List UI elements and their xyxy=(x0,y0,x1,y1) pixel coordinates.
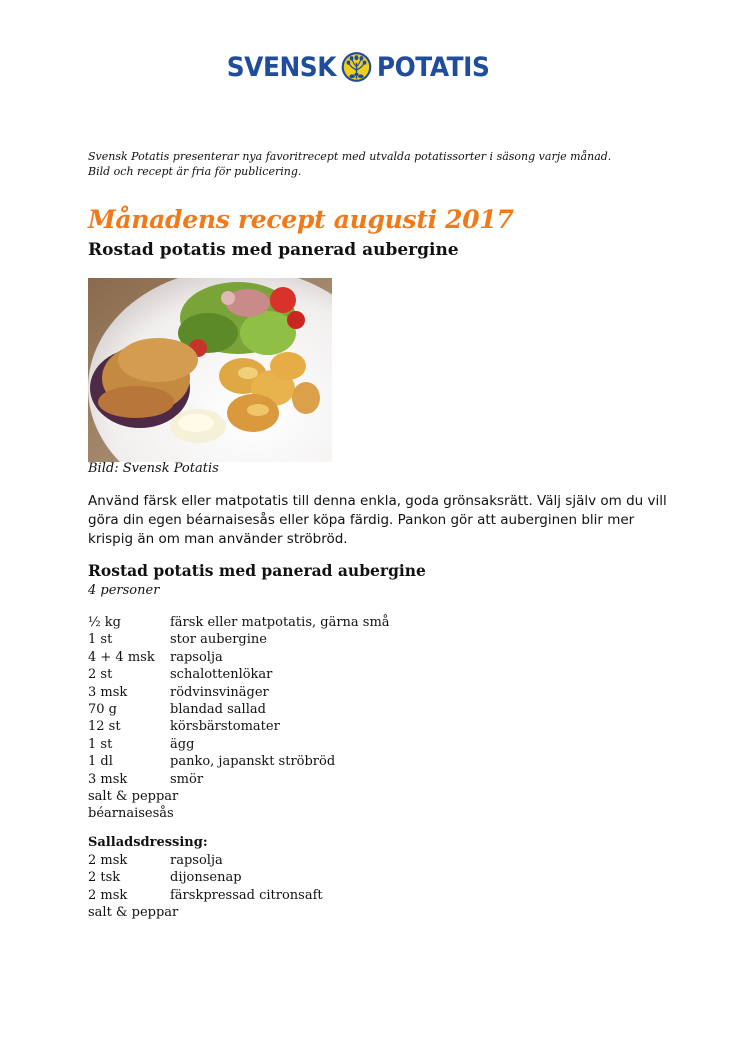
potato-plant-emblem-icon xyxy=(341,42,372,92)
month-recipe-heading: Månadens recept augusti 2017 xyxy=(88,205,514,234)
ingredient-qty: 70 g xyxy=(88,702,117,718)
ingredient-qty: salt & peppar xyxy=(88,789,179,805)
ingredient-row xyxy=(88,771,488,788)
intro-text xyxy=(88,150,688,179)
dressing-row xyxy=(88,904,488,921)
dressing-name: rapsolja xyxy=(170,853,223,868)
ingredient-name: rödvinsvinäger xyxy=(170,684,269,700)
ingredient-qty: béarnaisesås xyxy=(88,806,174,822)
ingredient-qty: 3 msk xyxy=(88,771,128,787)
ingredient-qty: 2 st xyxy=(88,667,113,683)
dressing-qty: 2 msk xyxy=(88,853,128,868)
dressing-qty: 2 tsk xyxy=(88,870,121,886)
ingredient-name: smör xyxy=(170,771,204,787)
ingredient-qty: 1 st xyxy=(88,632,113,648)
ingredient-qty: 4 + 4 msk xyxy=(88,649,155,665)
dressing-qty: salt & peppar xyxy=(88,905,179,921)
dressing-list xyxy=(88,852,488,922)
food-photo xyxy=(88,278,332,462)
servings: 4 personer xyxy=(88,583,160,598)
dressing-name: färskpressad citronsaft xyxy=(170,887,323,903)
recipe-title: Rostad potatis med panerad aubergine xyxy=(88,561,426,580)
ingredient-row xyxy=(88,649,488,666)
ingredient-name: stor aubergine xyxy=(170,632,267,648)
ingredient-row xyxy=(88,736,488,753)
dressing-row xyxy=(88,887,488,904)
logo-word-right: POTATIS xyxy=(376,51,490,83)
ingredient-qty: 1 st xyxy=(88,736,113,752)
brand-logo xyxy=(222,40,494,94)
ingredient-qty: ½ kg xyxy=(88,615,121,630)
lead-paragraph: Använd färsk eller matpotatis till denna enkla, goda grönsaksrätt. Välj själv om du vill göra din egen béarnaisesås eller köpa färdig. Pankon gör att auberginen blir mer krispig än om man använder ströbröd. xyxy=(88,493,667,547)
ingredient-name: rapsolja xyxy=(170,649,223,665)
ingredient-qty: 3 msk xyxy=(88,684,128,700)
logo-word-left: SVENSK xyxy=(226,51,337,83)
ingredient-row xyxy=(88,718,488,735)
ingredient-name: färsk eller matpotatis, gärna små xyxy=(170,615,390,630)
dressing-name: dijonsenap xyxy=(170,870,242,886)
ingredient-row xyxy=(88,684,488,701)
ingredient-row xyxy=(88,614,488,631)
dressing-row xyxy=(88,852,488,869)
ingredient-name: blandad sallad xyxy=(170,702,266,718)
ingredient-name: ägg xyxy=(170,736,195,752)
ingredient-row xyxy=(88,788,488,805)
dressing-qty: 2 msk xyxy=(88,887,128,903)
ingredient-name: schalottenlökar xyxy=(170,667,273,683)
ingredient-qty: 1 dl xyxy=(88,754,113,770)
intro-line: Svensk Potatis presenterar nya favoritrecept med utvalda potatissorter i säsong varje månad. xyxy=(88,150,612,163)
ingredient-row xyxy=(88,753,488,770)
dressing-heading: Salladsdressing: xyxy=(88,835,208,850)
ingredient-qty: 12 st xyxy=(88,719,121,735)
ingredient-row xyxy=(88,666,488,683)
ingredient-row xyxy=(88,701,488,718)
ingredient-row xyxy=(88,805,488,822)
dish-title: Rostad potatis med panerad aubergine xyxy=(88,240,459,260)
photo-caption: Bild: Svensk Potatis xyxy=(88,461,219,476)
intro-line: Bild och recept är fria för publicering. xyxy=(88,164,302,178)
ingredient-name: körsbärstomater xyxy=(170,719,280,735)
dressing-row xyxy=(88,869,488,886)
ingredient-list xyxy=(88,614,488,823)
ingredient-row xyxy=(88,631,488,648)
ingredient-name: panko, japanskt ströbröd xyxy=(170,754,336,770)
